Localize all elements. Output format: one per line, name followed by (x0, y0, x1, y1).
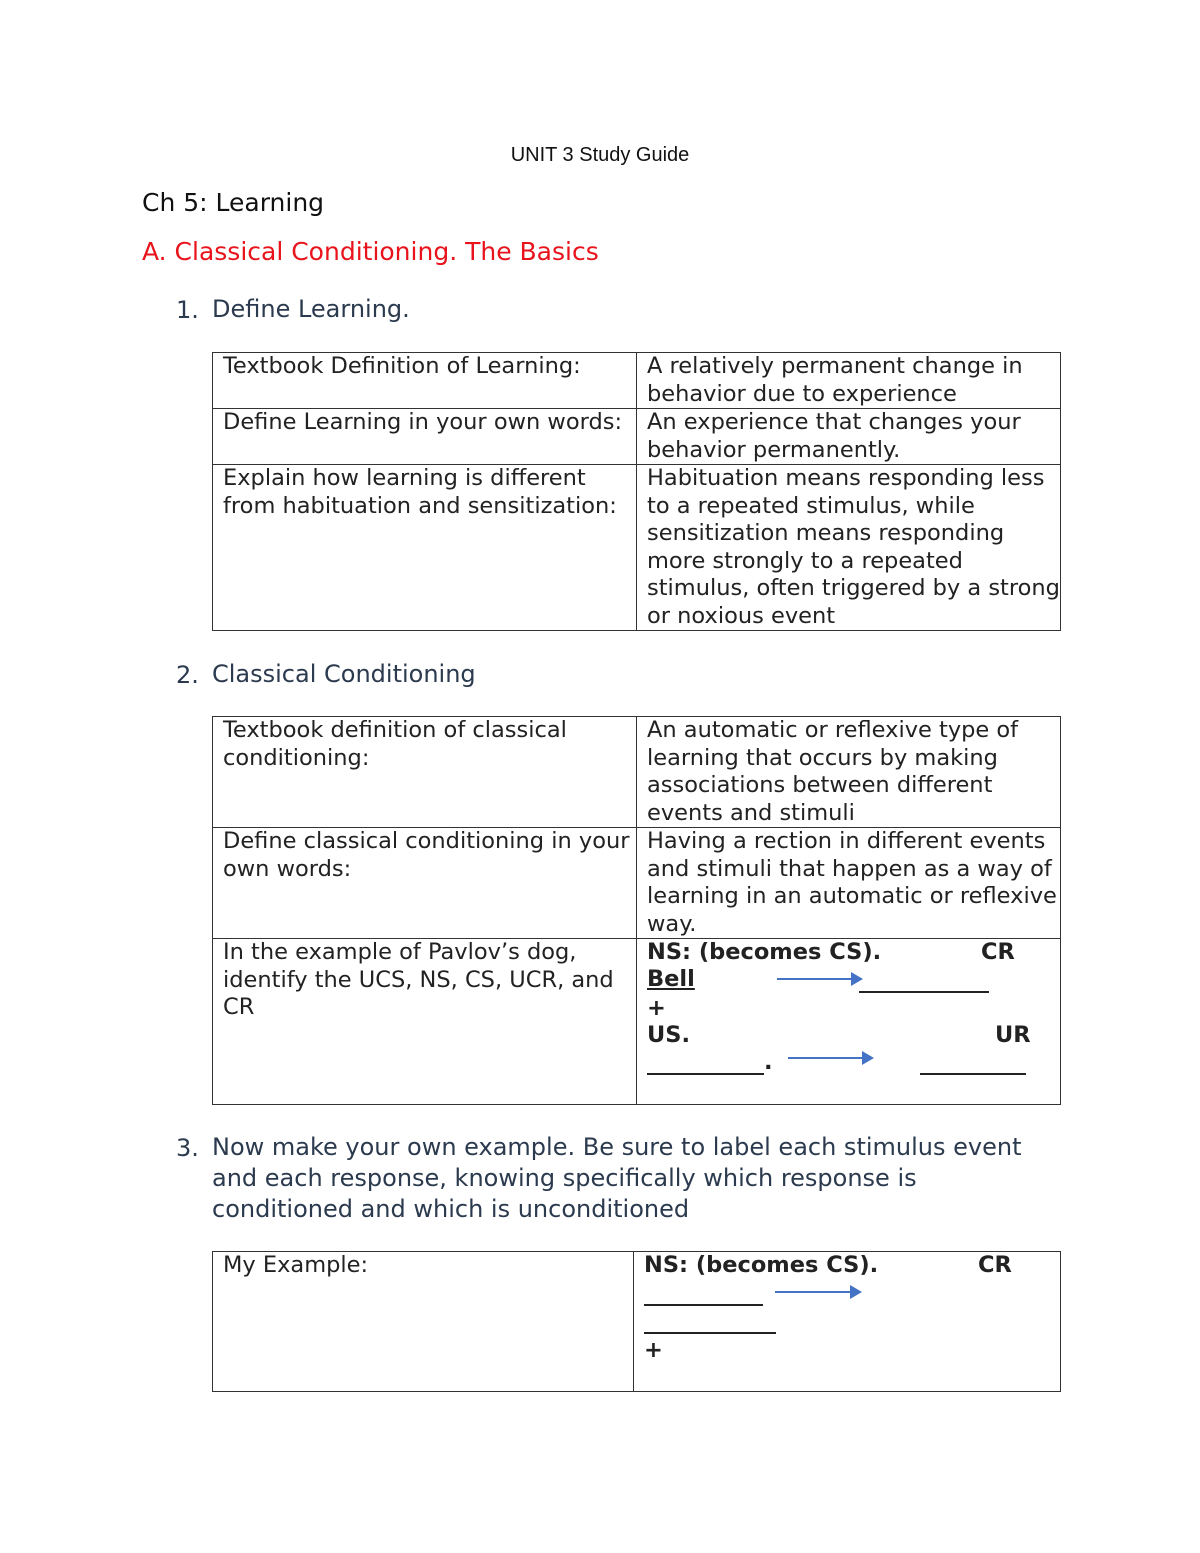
cr-blank[interactable] (859, 991, 989, 993)
pavlov-diagram-cell[interactable] (637, 939, 1061, 1105)
table-cell-answer[interactable]: An experience that changes your behavior permanently. (637, 409, 1061, 465)
cs-blank[interactable] (644, 1332, 776, 1334)
question-3-title: Now make your own example. Be sure to label each stimulus event and each response, knowing specifically which response is conditioned and which is unconditioned (212, 1133, 1022, 1223)
table-cell-answer[interactable]: Having a rection in different events and stimuli that happen as a way of learning in an automatic or reflexive way. (637, 828, 1061, 939)
classical-conditioning-table (212, 716, 1061, 1105)
question-2-number: 2. (176, 661, 199, 689)
ns-blank[interactable] (644, 1304, 763, 1306)
section-heading: A. Classical Conditioning. The Basics (142, 237, 599, 266)
table-row (213, 1252, 1061, 1392)
table-row (213, 353, 1061, 409)
table-row (213, 828, 1061, 939)
chapter-heading: Ch 5: Learning (142, 188, 325, 217)
table-row (213, 465, 1061, 631)
ur-blank[interactable] (920, 1073, 1026, 1075)
table-cell-prompt: Define classical conditioning in your own words: (213, 828, 637, 939)
page-title: UNIT 3 Study Guide (510, 144, 690, 166)
table-cell-answer[interactable]: An automatic or reflexive type of learning that occurs by making associations between different events and stimuli (637, 717, 1061, 828)
ns-label: NS: (becomes CS). (644, 1252, 879, 1278)
ur-label: UR (995, 1022, 1031, 1048)
ns-label: NS: (becomes CS). (647, 939, 882, 965)
us-blank[interactable] (647, 1073, 764, 1075)
question-1-number: 1. (176, 296, 199, 324)
question-2-title: Classical Conditioning (212, 660, 476, 688)
table-cell-prompt: Textbook definition of classical conditioning: (213, 717, 637, 828)
plus-sign: + (644, 1337, 663, 1363)
table-cell-prompt: My Example: (213, 1252, 634, 1392)
us-ur-arrow-icon (788, 1057, 872, 1059)
learning-definition-table (212, 352, 1061, 631)
us-label: US. (647, 1022, 691, 1048)
my-example-table (212, 1251, 1061, 1392)
table-row (213, 409, 1061, 465)
cr-label: CR (981, 939, 1015, 965)
table-row (213, 939, 1061, 1105)
question-1-title: Define Learning. (212, 295, 410, 323)
table-cell-prompt: Define Learning in your own words: (213, 409, 637, 465)
question-3-number: 3. (176, 1134, 199, 1162)
table-cell-prompt: In the example of Pavlov’s dog, identify the UCS, NS, CS, UCR, and CR (213, 939, 637, 1105)
table-cell-answer[interactable]: Habituation means responding less to a repeated stimulus, while sensitization means responding more strongly to a repeated stimulus, often triggered by a strong or noxious event (637, 465, 1061, 631)
cr-label: CR (978, 1252, 1012, 1278)
table-cell-prompt: Explain how learning is different from habituation and sensitization: (213, 465, 637, 631)
table-cell-prompt: Textbook Definition of Learning: (213, 353, 637, 409)
cs-cr-arrow-icon (775, 1291, 860, 1293)
us-period: . (764, 1049, 773, 1075)
table-cell-answer[interactable]: A relatively permanent change in behavior due to experience (637, 353, 1061, 409)
ns-value: Bell (647, 966, 695, 992)
plus-sign: + (647, 995, 666, 1021)
cs-cr-arrow-icon (777, 978, 861, 980)
my-example-diagram-cell[interactable] (634, 1252, 1061, 1392)
table-row (213, 717, 1061, 828)
